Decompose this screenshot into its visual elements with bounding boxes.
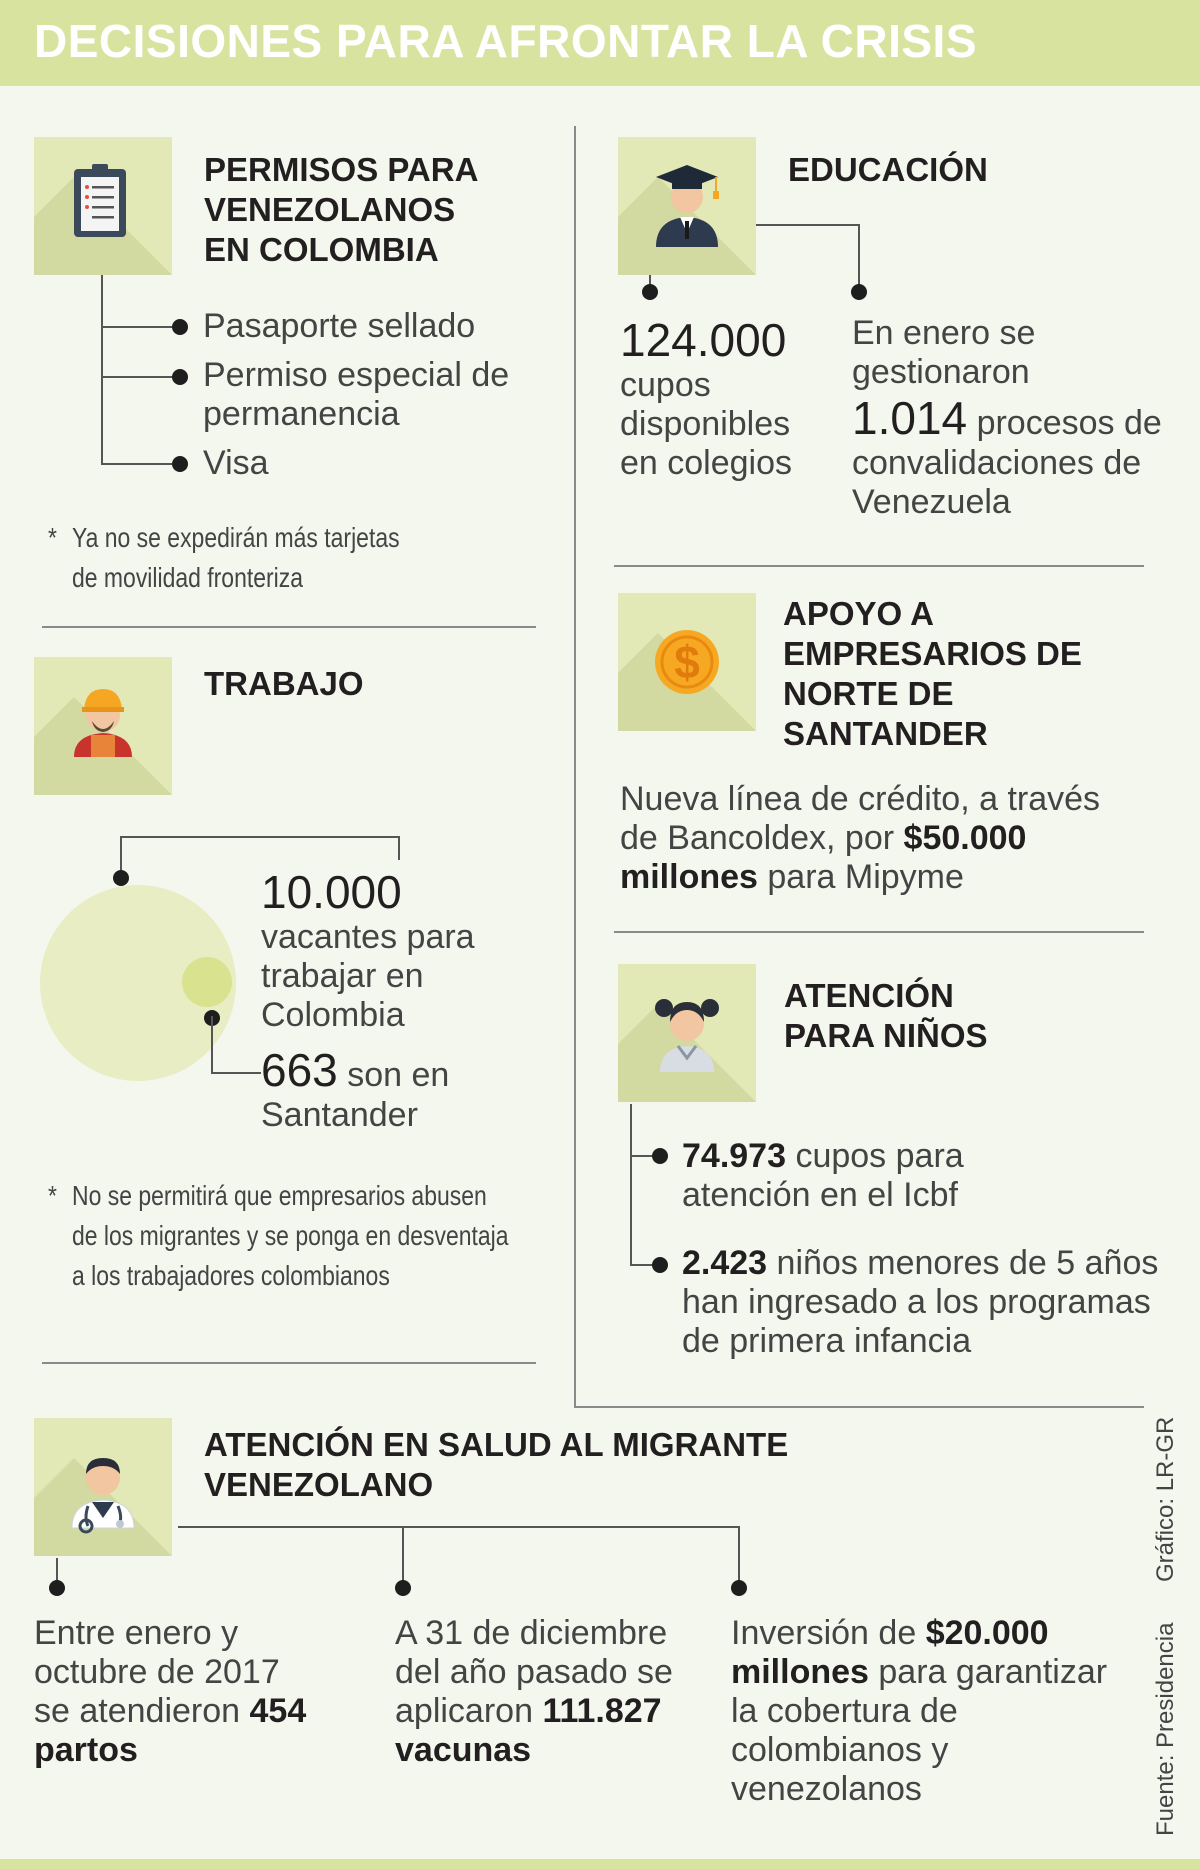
salud-title: ATENCIÓN EN SALUD AL MIGRANTE VENEZOLANO: [204, 1426, 789, 1503]
salud-col-1: [34, 1614, 324, 1770]
cupos-text: cupos disponibles en colegios: [620, 366, 793, 482]
vacantes-value: 10.000: [261, 866, 402, 918]
ninos-item-2: [682, 1244, 1182, 1361]
santander-circle: [182, 957, 232, 1007]
girl-icon-box: [618, 964, 756, 1102]
girl-icon: [618, 964, 756, 1102]
salud-col1-bold: 454 partos: [34, 1692, 307, 1769]
cupos-value: 124.000: [620, 314, 787, 366]
procesos-value: 1.014: [852, 392, 968, 444]
coin-icon-box: [618, 593, 756, 731]
convalidaciones-block: [852, 314, 1182, 522]
permisos-item: Visa: [203, 444, 269, 482]
bottom-bar: [0, 1859, 1200, 1869]
salud-col3-pre: Inversión de: [731, 1614, 917, 1652]
header-banner: [0, 0, 1200, 86]
ninos-item2-value: 2.423: [682, 1244, 768, 1282]
vacantes-text: vacantes para trabajar en Colombia: [261, 918, 475, 1034]
salud-col3-bold: $20.000 millones: [731, 1614, 1049, 1691]
trabajo-title: TRABAJO: [204, 665, 364, 702]
enero-text: En enero se gestionaron: [852, 314, 1036, 391]
trabajo-note-star: *: [48, 1180, 57, 1211]
page-title: DECISIONES PARA AFRONTAR LA CRISIS: [34, 15, 977, 67]
graduate-icon-box: [618, 137, 756, 275]
vacantes-block: [261, 866, 521, 1035]
salud-col-3: [731, 1614, 1111, 1809]
apoyo-text-pre: Nueva línea de crédito, a través de Bancoldex, por: [620, 780, 1101, 857]
doctor-icon: [34, 1418, 172, 1556]
apoyo-text-post: para Mipyme: [767, 858, 964, 896]
fuente-credit: Fuente: Presidencia: [1152, 1622, 1179, 1836]
ninos-title: ATENCIÓN PARA NIÑOS: [784, 977, 988, 1054]
permisos-item: Pasaporte sellado: [203, 307, 476, 345]
cupos-block: [620, 314, 820, 483]
salud-col2-bold: 111.827 vacunas: [395, 1692, 662, 1769]
permisos-note: Ya no se expedirán más tarjetas de movilidad fronteriza: [72, 522, 400, 593]
salud-col1-text: Entre enero y octubre de 2017 se atendieron: [34, 1614, 280, 1730]
apoyo-title: APOYO A EMPRESARIOS DE NORTE DE SANTANDER: [783, 595, 1082, 752]
grafico-credit: Gráfico: LR-GR: [1152, 1416, 1179, 1582]
procesos-text: procesos de convalidaciones de Venezuela: [852, 404, 1162, 521]
santander-text: son en Santander: [261, 1056, 450, 1134]
permisos-title: PERMISOS PARA VENEZOLANOS EN COLOMBIA: [204, 151, 478, 268]
salud-col-2: [395, 1614, 685, 1770]
trabajo-note: No se permitirá que empresarios abusen de los migrantes y se ponga en desventaja a los trabajadores colombianos: [72, 1180, 509, 1291]
ninos-item-1: [682, 1137, 1012, 1215]
graduate-icon: [618, 137, 756, 275]
clipboard-icon: [34, 137, 172, 275]
apoyo-text-block: [620, 780, 1140, 897]
apoyo-amount: $50.000 millones: [620, 819, 1027, 896]
coin-symbol: $: [674, 636, 700, 688]
ninos-item1-text: cupos para atención en el Icbf: [682, 1137, 964, 1214]
ninos-item1-value: 74.973: [682, 1137, 786, 1175]
salud-col2-text: A 31 de diciembre del año pasado se aplicaron: [395, 1614, 673, 1730]
santander-block: [261, 1044, 501, 1135]
doctor-icon-box: [34, 1418, 172, 1556]
permisos-item: Permiso especial de permanencia: [203, 356, 510, 433]
clipboard-icon-box: [34, 137, 172, 275]
salud-col3-post: para garantizar la cobertura de colombianos y venezolanos: [731, 1653, 1108, 1808]
worker-icon: [34, 657, 172, 795]
permisos-note-star: *: [48, 522, 57, 553]
worker-icon-box: [34, 657, 172, 795]
ninos-item2-text: niños menores de 5 años han ingresado a los programas de primera infancia: [682, 1244, 1159, 1360]
educacion-title: EDUCACIÓN: [788, 151, 988, 188]
santander-value: 663: [261, 1044, 338, 1096]
